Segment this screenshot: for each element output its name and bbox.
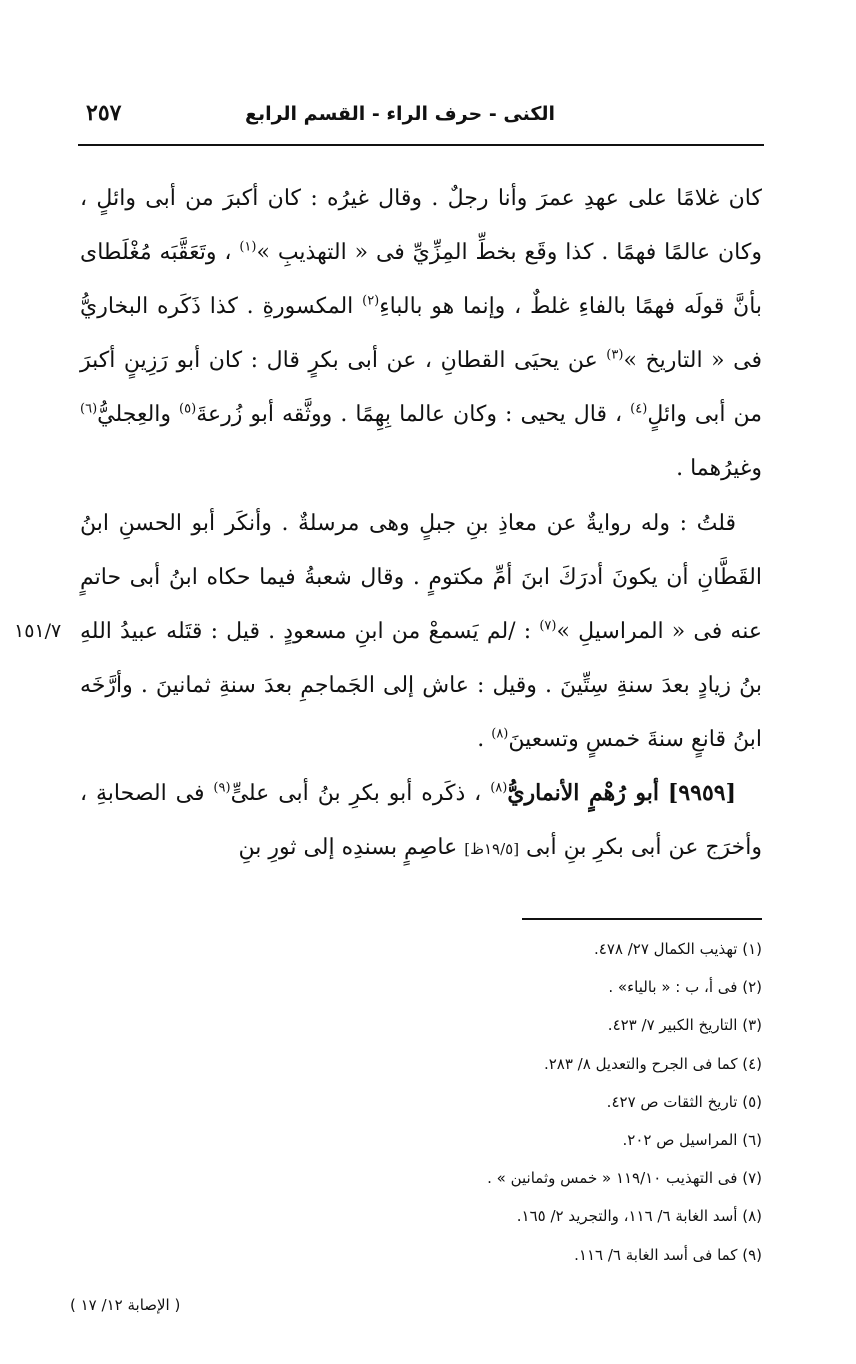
footnote: (٥) تاريخ الثقات ص ٤٢٧.	[606, 1092, 762, 1111]
footnote: (١) تهذيب الكمال ٢٧/ ٤٧٨.	[593, 940, 762, 958]
text-run: وغيرُهما .	[676, 456, 762, 481]
footnote-mark: (٤)	[630, 401, 648, 417]
text-run: ، قال يحيى : وكان عالما بِهِمًا . ووثَّقه أبو زُرعةَ	[196, 402, 623, 427]
entry-9959	[80, 766, 762, 874]
footnote-mark: (٥)	[179, 401, 197, 417]
footnote: (٢) فى أ، ب : « بالياء» .	[608, 978, 762, 997]
footnote-mark: (٣)	[606, 347, 624, 363]
text-run: كان غلامًا على عهدِ عمرَ وأنا رجلٌ . وقال غيرُه : كان أكبرَ من أبى وائلٍ ، وكان عالمًا فهمًا . كذا وقَع بخطِّ المِزِّيِّ فى « التهذيبِ »	[80, 186, 762, 265]
footnote-mark: (٨)	[491, 726, 509, 742]
entry-name: أبو رُهْمٍ الأنماريُّ	[507, 780, 659, 806]
footnote-divider	[522, 918, 762, 920]
margin-reference: ١٥١/٧	[14, 620, 62, 642]
header-divider	[78, 144, 764, 146]
text-run: المكسورةِ . كذا ذَكَره البخاريُّ فى « التاريخ »	[80, 294, 762, 373]
text-run: عاصِمٍ بسندِه إلى ثورِ بنِ	[238, 835, 458, 860]
text-run: : /لم يَسمعْ من ابنِ مسعودٍ . قيل : قتَله عبيدُ اللهِ بنُ زيادٍ بعدَ سنةِ سِتِّينَ . وقيل : عاش إلى الجَماجمِ بعدَ سنةِ ثمانينَ . وأرَّخَه ابنُ قانعٍ سنةَ خمسٍ وتسعينَ	[80, 619, 762, 752]
paragraph-1	[80, 172, 762, 496]
footnote-mark: (٧)	[539, 618, 557, 634]
print-signature: ( الإصابة ١٢/ ١٧ )	[70, 1296, 181, 1314]
footnote: (٦) المراسيل ص ٢٠٢.	[622, 1130, 762, 1149]
footnote: (٨) أسد الغابة ٦/ ١١٦، والتجريد ٢/ ١٦٥.	[516, 1207, 762, 1226]
footnote-mark: (١)	[239, 239, 257, 255]
text-run: .	[477, 727, 485, 752]
footnote: (٤) كما فى الجرح والتعديل ٨/ ٢٨٣.	[543, 1054, 762, 1073]
text-run: ، ذكَره أبو بكرِ بنُ أبى علىٍّ	[230, 781, 482, 806]
page-number: ٢٥٧	[86, 100, 122, 126]
text-run: ، وتَعَقَّبَه مُغْلَطاى بأنَّ قولَه فهمًا بالفاءِ غلطٌ ، وإنما هو بالباءِ	[80, 240, 763, 319]
footnote-mark: (٨)	[490, 780, 508, 796]
text-run: عن يحيَى القطانِ ، عن أبى بكرٍ قال : كان أبو رَزِينٍ أكبرَ من أبى وائلٍ	[80, 348, 762, 427]
footnote-mark: (٦)	[80, 401, 98, 417]
entry-number: [٩٩٥٩]	[667, 780, 737, 806]
running-header-title: الكنى - حرف الراء - القسم الرابع	[244, 103, 556, 125]
footnote-mark: (٢)	[362, 293, 380, 309]
footnote: (٣) التاريخ الكبير ٧/ ٤٢٣.	[607, 1016, 762, 1035]
footnote: (٩) كما فى أسد الغابة ٦/ ١١٦.	[574, 1245, 762, 1264]
footnote-mark: (٩)	[213, 780, 231, 796]
text-run: والعِجليُّ	[97, 402, 172, 427]
text-run: فى الصحابةِ ، وأخرَج عن أبى بكرِ بنِ أبى	[80, 781, 762, 860]
text-run: قلتُ : وله روايةٌ عن معاذِ بنِ جبلٍ وهى مرسلةٌ . وأنكَر أبو الحسنِ ابنُ القَطَّانِ أن يكونَ أدرَكَ ابنَ أمِّ مكتومٍ . وقال شعبةُ فيما حكاه ابنُ أبى حاتمٍ عنه فى « المراسيلِ »	[80, 511, 762, 644]
footnote: (٧) فى التهذيب ١١٩/١٠ « خمس وثمانين » .	[487, 1169, 762, 1188]
manuscript-reference: [١٩/٥ظ]	[464, 840, 520, 858]
footnotes-list	[82, 930, 762, 1274]
paragraph-2	[80, 497, 762, 767]
